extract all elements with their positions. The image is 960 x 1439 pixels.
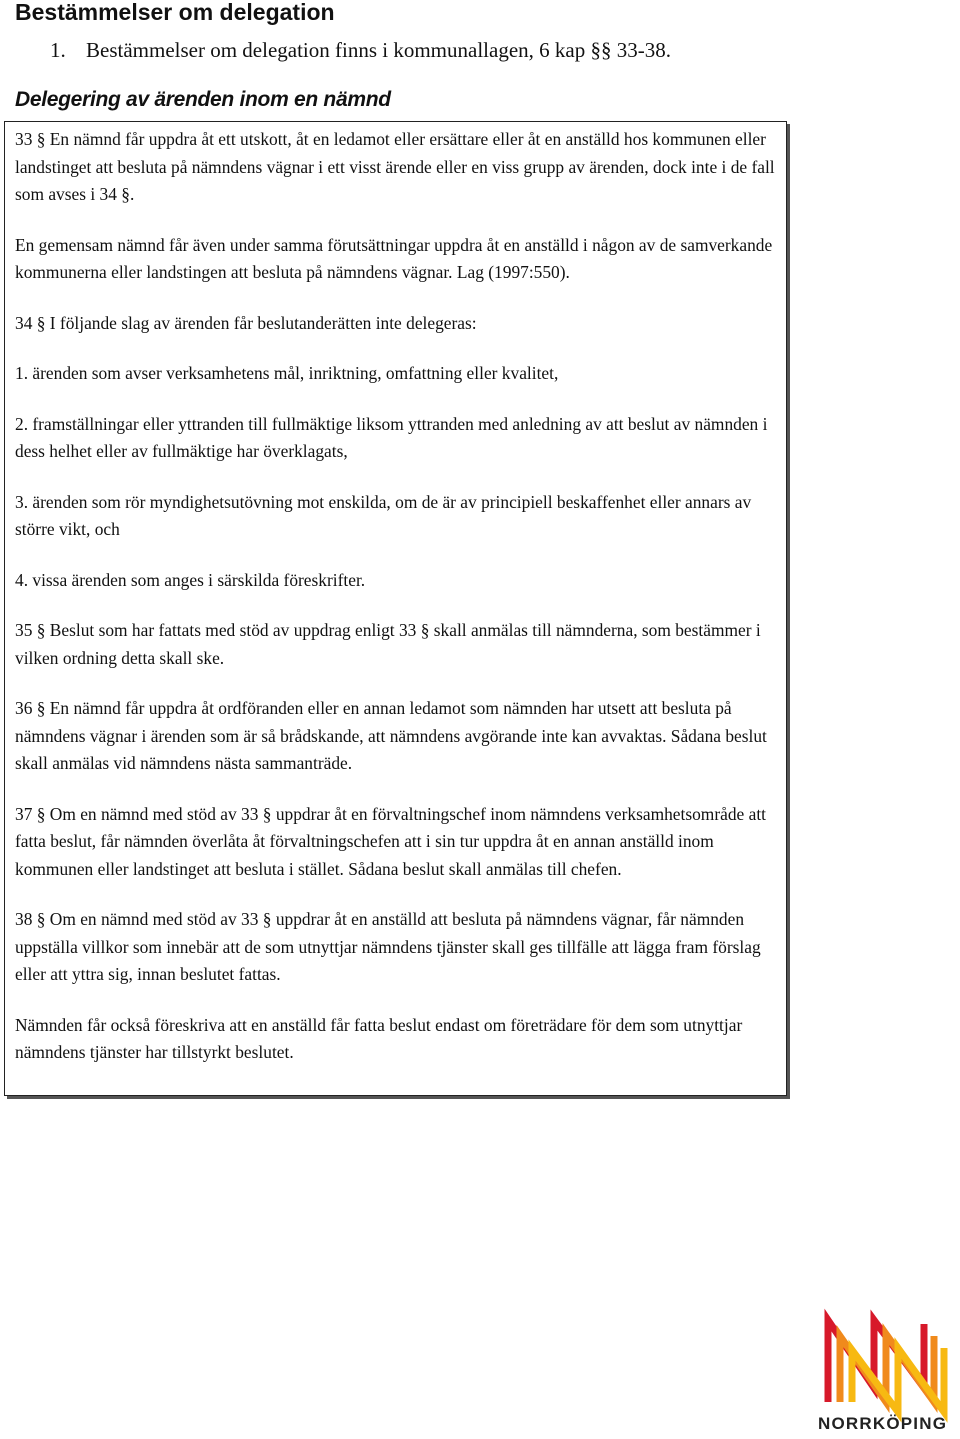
law-text-content xyxy=(15,126,785,1090)
paragraph-36: 36 § En nämnd får uppdra åt ordföranden eller en annan ledamot som nämnden har utsett att besluta på nämndens vägnar i ärenden som är så brådskande, att nämndens avgörande inte kan avvaktas. Sådana beslut skall anmälas vid nämndens nästa sammanträde. xyxy=(15,698,767,773)
logo-text: NORRKÖPING xyxy=(818,1414,948,1433)
paragraph-34-item-1: 1. ärenden som avser verksamhetens mål, inriktning, omfattning eller kvalitet, xyxy=(15,363,559,383)
list-item-number: 1. xyxy=(50,38,66,62)
list-item-text: Bestämmelser om delegation finns i kommunallagen, 6 kap §§ 33-38. xyxy=(86,38,671,62)
list-item xyxy=(50,35,671,65)
paragraph-34-item-3: 3. ärenden som rör myndighetsutövning mot enskilda, om de är av principiell beskaffenhet eller annars av större vikt, och xyxy=(15,491,752,539)
paragraph-34: 34 § I följande slag av ärenden får beslutanderätten inte delegeras: xyxy=(15,312,477,333)
paragraph-37: 37 § Om en nämnd med stöd av 33 § uppdrar åt en förvaltningschef inom nämndens verksamhetsområde att fatta beslut, får nämnden överlåta åt förvaltningschefen att i sin tur uppdra åt en annan anställd inom kommunen eller landstinget att besluta i stället. Sådana beslut skall anmälas till chefen. xyxy=(15,803,766,879)
paragraph-34-item-4: 4. vissa ärenden som anges i särskilda föreskrifter. xyxy=(15,569,366,590)
paragraph-35: 35 § Beslut som har fattats med stöd av uppdrag enligt 33 § skall anmälas till nämnderna, som bestämmer i vilken ordning detta skall ske. xyxy=(15,620,761,668)
paragraph-33: 33 § En nämnd får uppdra åt ett utskott, åt en ledamot eller ersättare eller åt en anställd hos kommunen eller landstinget att besluta på nämndens vägnar i ett visst ärende eller en viss grupp av ärenden, dock inte i de fall som avses i 34 §. xyxy=(15,129,775,204)
paragraph-33-gemensam: En gemensam nämnd får även under samma förutsättningar uppdra åt en anställd i någon av de samverkande kommunerna eller landstingen att besluta på nämndens vägnar. Lag (1997:550). xyxy=(15,234,773,282)
paragraph-38-foreskriva: Nämnden får också föreskriva att en anställd får fatta beslut endast om företrädare för dem som utnyttjar nämndens tjänster har tillstyrkt beslutet. xyxy=(15,1014,743,1062)
paragraph-38: 38 § Om en nämnd med stöd av 33 § uppdrar åt en anställd att besluta på nämndens vägnar, får nämnden uppställa villkor som innebär att de som utnyttjar nämndens tjänster skall ges tillfälle att lägga fram förslag eller att yttra sig, innan beslutet fattas. xyxy=(15,909,761,984)
page-title: Bestämmelser om delegation xyxy=(15,0,335,25)
paragraph-34-item-2: 2. framställningar eller yttranden till fullmäktige liksom yttranden med anledning av att beslut av nämnden i dess helhet eller av fullmäktige har överklagats, xyxy=(15,413,768,461)
section-heading: Delegering av ärenden inom en nämnd xyxy=(15,88,391,111)
